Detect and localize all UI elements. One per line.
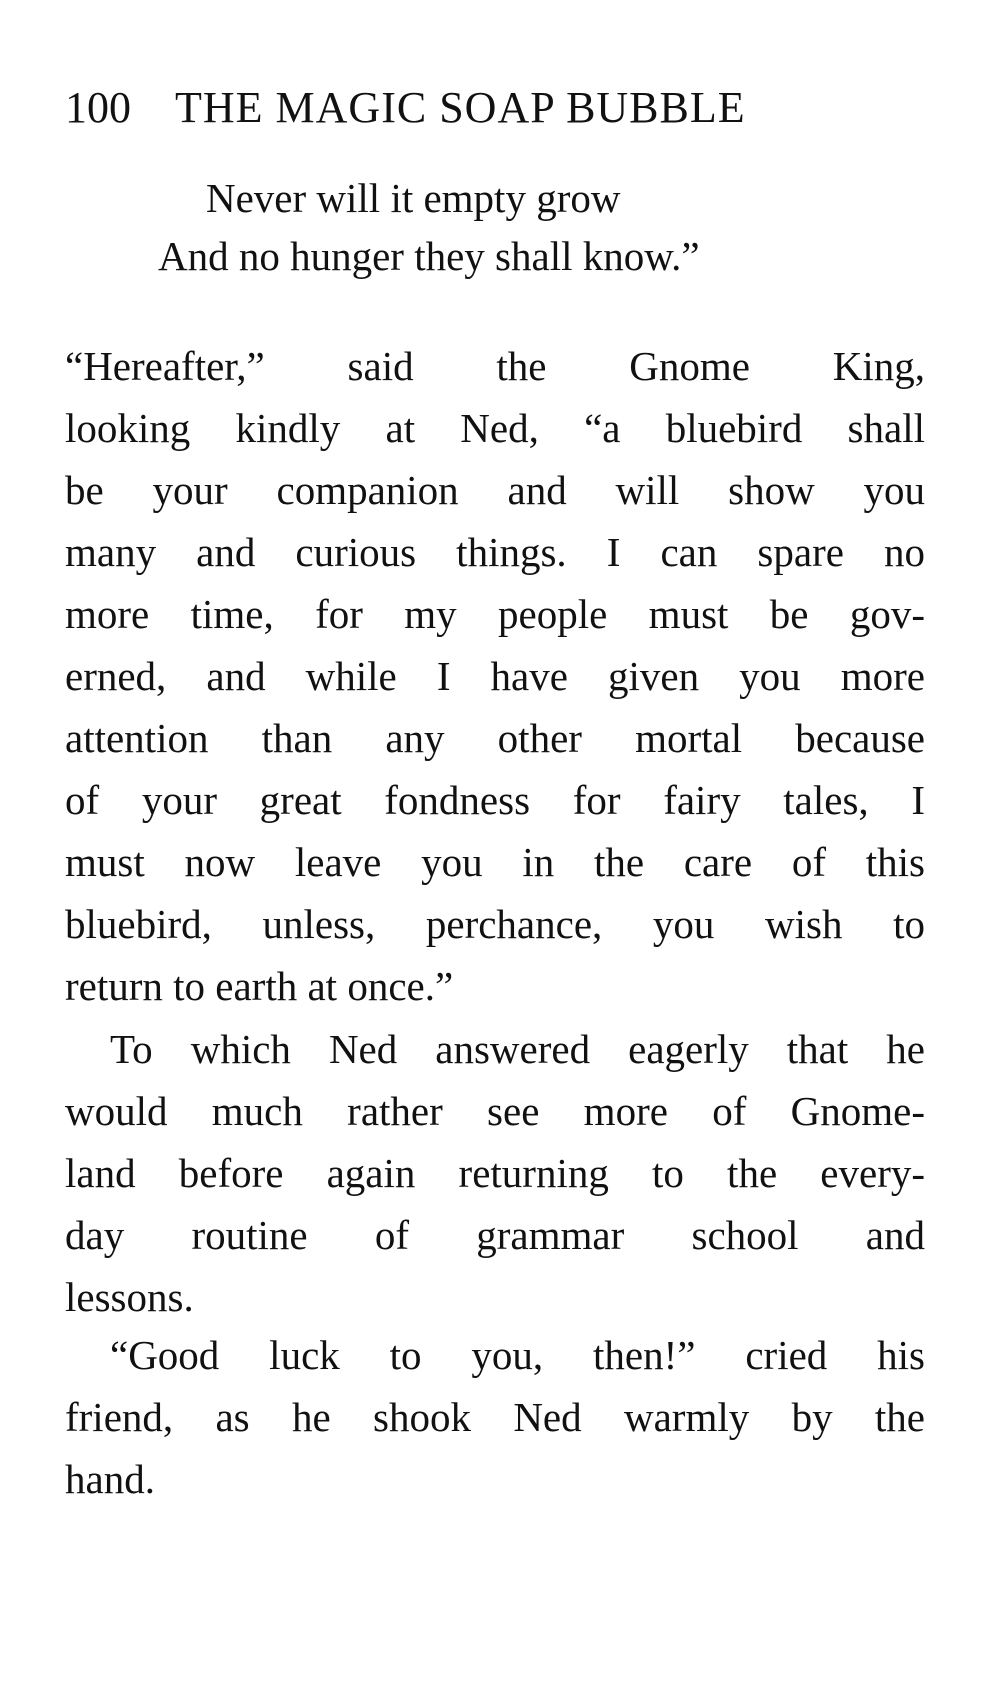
text-line: To which Ned answered eagerly that he [110,1026,925,1072]
text-line: day routine of grammar school and [65,1212,925,1258]
verse-line: And no hunger they shall know.” [158,233,700,279]
running-head [65,78,925,138]
text-line: attention than any other mortal because [65,715,925,761]
paragraph [65,1324,925,1510]
verse-line: Never will it empty grow [206,175,621,221]
paragraph [65,1018,925,1328]
text-line: many and curious things. I can spare no [65,529,925,575]
text-line: “Hereafter,” said the Gnome King, [65,343,925,389]
text-line: must now leave you in the care of this [65,839,925,885]
page-number: 100 [65,83,131,132]
text-line: lessons. [65,1274,194,1320]
text-line: land before again returning to the every- [65,1150,925,1196]
text-line: return to earth at once.” [65,963,454,1009]
text-line: more time, for my people must be gov- [65,591,925,637]
text-line: bluebird, unless, perchance, you wish to [65,901,925,947]
text-line: friend, as he shook Ned warmly by the [65,1394,925,1440]
text-line: “Good luck to you, then!” cried his [110,1332,925,1378]
text-line: looking kindly at Ned, “a bluebird shall [65,405,925,451]
text-line: be your companion and will show you [65,467,925,513]
paragraph [65,335,925,1017]
text-line: hand. [65,1456,155,1502]
text-line: would much rather see more of Gnome- [65,1088,925,1134]
text-line: erned, and while I have given you more [65,653,925,699]
text-line: of your great fondness for fairy tales, I [65,777,925,823]
book-title: THE MAGIC SOAP BUBBLE [175,83,746,132]
